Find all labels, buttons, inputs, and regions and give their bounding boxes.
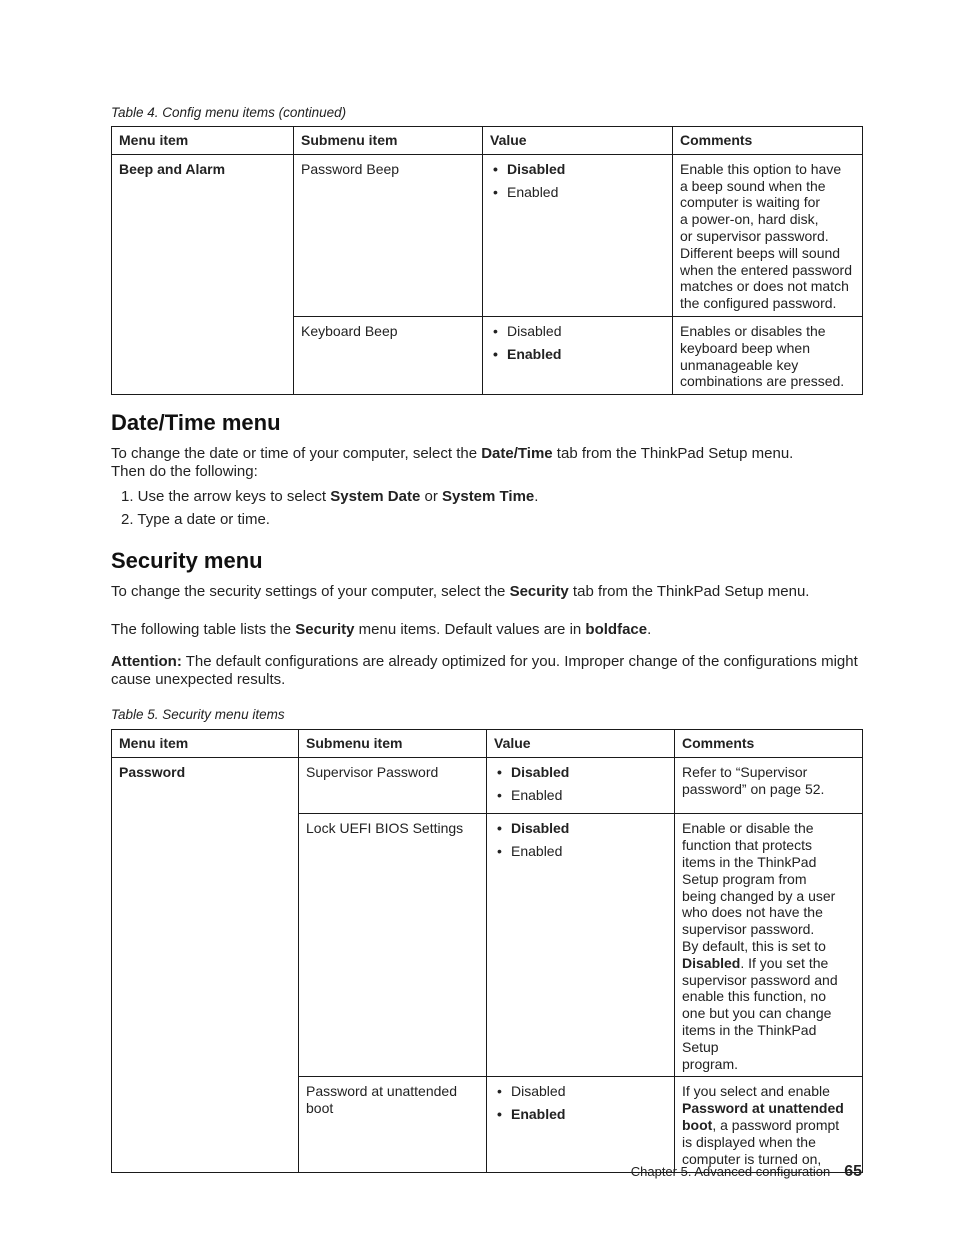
table4-submenu: Keyboard Beep	[294, 316, 483, 394]
text-span: 1. Use the arrow keys to select	[121, 488, 331, 505]
table4-values	[483, 154, 673, 316]
table-row	[112, 154, 863, 316]
datetime-heading: Date/Time menu	[111, 410, 281, 435]
table5	[111, 729, 863, 1173]
table5-header-comments: Comments	[675, 730, 863, 758]
table5-header-row	[112, 730, 863, 758]
bold-span: Disabled	[682, 954, 741, 971]
value-option: • Enabled	[494, 843, 667, 860]
bold-span: Security	[295, 621, 355, 638]
text-span: Then do the following:	[111, 463, 258, 480]
table4-menu-item: Beep and Alarm	[112, 154, 294, 394]
table4-header-comments: Comments	[673, 127, 863, 155]
table5-header-submenu-item: Submenu item	[299, 730, 487, 758]
security-table-intro	[111, 621, 862, 639]
security-heading: Security menu	[111, 548, 263, 573]
value-option: • Disabled	[490, 161, 665, 178]
table4-caption: Table 4. Config menu items (continued)	[111, 105, 347, 120]
text-span: tab from the ThinkPad Setup menu.	[568, 583, 810, 600]
text-span: If you select and enable	[682, 1083, 830, 1100]
bold-span: System Time	[442, 488, 535, 505]
table-row	[112, 757, 863, 814]
table4-submenu: Password Beep	[294, 154, 483, 316]
bold-span: boldface	[585, 621, 648, 638]
table5-submenu: Password at unattended boot	[299, 1077, 487, 1173]
table5-comment	[675, 814, 863, 1077]
bold-span: System Date	[330, 488, 421, 505]
list-item: 2. Type a date or time.	[121, 511, 270, 528]
table4-header-menu-item: Menu item	[112, 127, 294, 155]
table4-comment: Enable this option to have a beep sound when the computer is waiting for a power-on, hard disk, or supervisor password. Different beeps will sound when the entered password matches or does not match the configured password.	[673, 154, 863, 316]
table5-comment: Refer to “Supervisor password” on page 52.	[675, 757, 863, 814]
bold-span: Date/Time	[481, 445, 553, 462]
page-footer	[631, 1163, 862, 1181]
table5-menu-item: Password	[112, 757, 299, 1173]
attention-label: Attention:	[111, 653, 182, 670]
text-span: . If you set the supervisor password and enable this function, no one but you can change items in the ThinkPad Setup program.	[682, 954, 838, 1072]
text-span: .	[647, 621, 652, 638]
attention-note	[111, 653, 862, 689]
table4-header-row	[112, 127, 863, 155]
text-span: The default configurations are already optimized for you. Improper change of the configurations might cause unexpected results.	[111, 653, 858, 688]
value-option: • Disabled	[490, 323, 665, 340]
table4-header-submenu-item: Submenu item	[294, 127, 483, 155]
text-span: .	[534, 488, 539, 505]
text-span: Enable or disable the function that protects items in the ThinkPad Setup program from being changed by a user who does not have the supervisor password. By default, this is set to	[682, 820, 836, 954]
table4-values	[483, 316, 673, 394]
text-span: tab from the ThinkPad Setup menu.	[552, 445, 794, 462]
table5-header-menu-item: Menu item	[112, 730, 299, 758]
table5-header-value: Value	[487, 730, 675, 758]
table5-values	[487, 757, 675, 814]
list-item	[121, 488, 538, 506]
text-span: To change the security settings of your computer, select the	[111, 583, 510, 600]
table4	[111, 126, 863, 395]
datetime-intro	[111, 445, 862, 481]
text-span: , a password prompt is displayed when the computer is turned on,	[682, 1116, 840, 1167]
value-option: • Enabled	[494, 1106, 667, 1123]
bold-span: Password at unattended boot	[682, 1100, 844, 1133]
value-option: • Disabled	[494, 764, 667, 781]
table4-comment: Enables or disables the keyboard beep when unmanageable key combinations are pressed.	[673, 316, 863, 394]
page-number: 65	[844, 1163, 862, 1180]
value-option: • Disabled	[494, 1083, 667, 1100]
value-option: • Enabled	[494, 787, 667, 804]
table4-header-value: Value	[483, 127, 673, 155]
table5-values	[487, 814, 675, 1077]
value-option: • Enabled	[490, 184, 665, 201]
table5-caption: Table 5. Security menu items	[111, 707, 285, 722]
text-span: To change the date or time of your computer, select the	[111, 445, 482, 462]
value-option: • Enabled	[490, 346, 665, 363]
table5-submenu: Supervisor Password	[299, 757, 487, 814]
table5-submenu: Lock UEFI BIOS Settings	[299, 814, 487, 1077]
chapter-label: Chapter 5. Advanced configuration	[630, 1164, 831, 1179]
table5-comment	[675, 1077, 863, 1173]
text-span: The following table lists the	[111, 621, 296, 638]
text-span: menu items. Default values are in	[354, 621, 586, 638]
bold-span: Security	[509, 583, 569, 600]
datetime-steps	[121, 488, 538, 534]
value-option: • Disabled	[494, 820, 667, 837]
table5-values	[487, 1077, 675, 1173]
security-intro	[111, 583, 862, 601]
text-span: or	[420, 488, 442, 505]
